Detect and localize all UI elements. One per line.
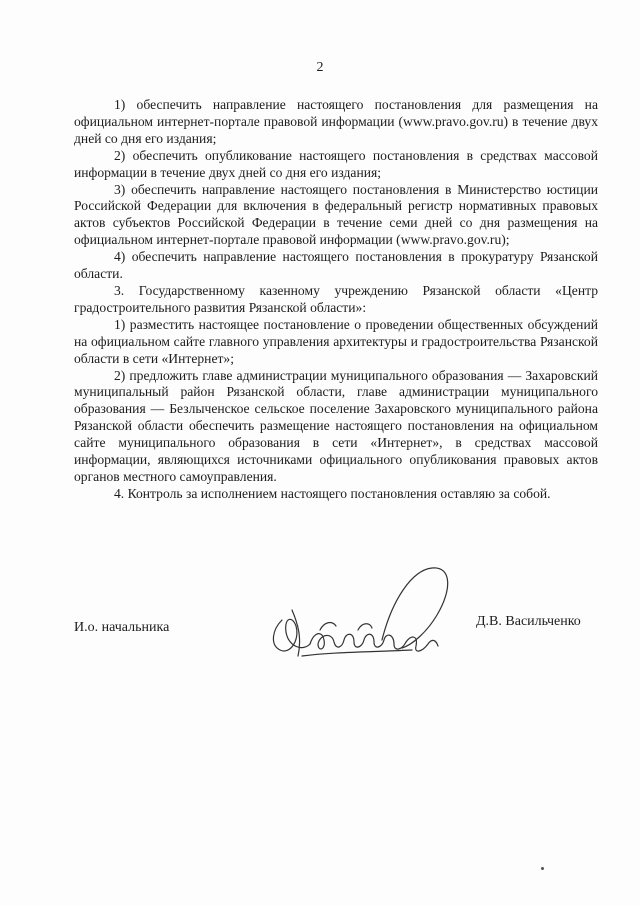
handwritten-signature [262,560,462,672]
paragraph-item-3: 3. Государственному казенному учреждению Рязанской области «Центр градостроительного развития Рязанской области»: [74,282,598,315]
paragraph-prosecutor: 4) обеспечить направление настоящего постановления в прокуратуру Рязанской области. [74,249,598,282]
scan-speck [541,867,544,870]
paragraph-publish-portal: 1) обеспечить направление настоящего постановления для размещения на официальном интернет-портале правовой информации (www.pravo.gov.ru) в течение двух дней со дня его издания; [74,97,598,146]
signatory-title: И.о. начальника [74,620,170,635]
paragraph-municipal-heads: 2) предложить главе администрации муниципального образования — Захаровский муниципальный район Рязанской области, главе администрации муниципального образования — Безлыченское сельское поселение Захаровского муниципального района Рязанской области обеспечить размещение настоящего постановления на официальном сайте муниципального образования в сети «Интернет», в средствах массовой информации, являющихся источниками официального опубликования правовых актов органов местного самоуправления. [74,367,598,484]
signatory-name: Д.В. Васильченко [476,614,581,629]
paragraph-post-on-site: 1) разместить настоящее постановление о проведении общественных обсуждений на официальном сайте главного управления архитектуры и градостроительства Рязанской области в сети «Интернет»; [74,316,598,366]
paragraph-control: 4. Контроль за исполнением настоящего постановления оставляю за собой. [114,485,551,501]
document-body [74,97,598,503]
paragraph-ministry-justice: 3) обеспечить направление настоящего постановления в Министерство юстиции Российской Федерации для включения в федеральный регистр нормативных правовых актов субъектов Российской Федерации в течение семи дней со дня размещения на официальном интернет-портале правовой информации (www.pravo.gov.ru); [74,181,598,248]
page-number: 2 [316,60,324,75]
paragraph-publish-media: 2) обеспечить опубликование настоящего постановления в средствах массовой информации в течение двух дней со дня его издания; [74,147,598,180]
